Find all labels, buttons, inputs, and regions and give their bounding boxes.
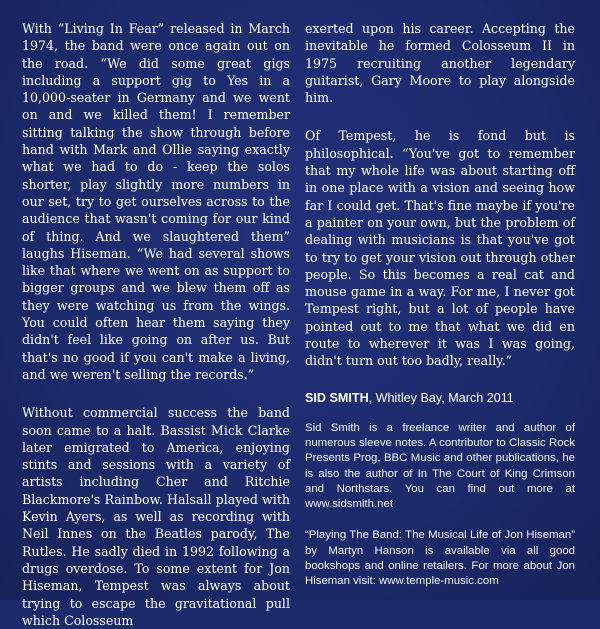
paragraph-band-halt: Without commercial success the band soon came to a halt. Bassist Mick Clarke later emigrated to America, enjoying stints and sessions with a variety of artists including Cher and Ritchie Blackmore's Rainbow. Halsall played with Kevin Ayers, as well as recording with Neil Innes on the Beatles parody, The Rutles. He sadly died in 1992 following a drugs overdose. To some extent for Jon Hiseman, Tempest was always about trying to escape the gravitational pull which Colosseum bbox=[22, 405, 290, 628]
author-bio: Sid Smith is a freelance writer and author of numerous sleeve notes. A contributor to Classic Rock Presents Prog, BBC Music and other publications, he is also the author of In The Court of King Crimson and Northstars. You can find out more at www.sidsmith.net bbox=[305, 421, 575, 511]
right-column bbox=[305, 20, 575, 590]
paragraph-philosophical: Of Tempest, he is fond but is philosophical. “You've got to remember that my whole life was about starting off in one place with a vision and seeing how far I could get. That's fine maybe if you're a painter on your own, but the problem of dealing with musicians is that you've got to try to get your vision out through other people. So this becomes a real cat and mouse game in a way. For me, I never got Tempest right, but a lot of people have pointed out to me that what we did en route to wherever it was I was going, didn't turn out too badly, really.” bbox=[305, 128, 575, 369]
author-place-date: , Whitley Bay, March 2011 bbox=[368, 390, 514, 405]
book-note: “Playing The Band: The Musical Life of Jon Hiseman” by Martyn Hanson is available via all good bookshops and online retailers. For more about Jon Hiseman visit: www.temple-music.com bbox=[305, 529, 575, 588]
left-column bbox=[22, 20, 290, 629]
paragraph-colosseum-ii: exerted upon his career. Accepting the inevitable he formed Colosseum II in 1975 recruiting another legendary guitarist, Gary Moore to play alongside him. bbox=[305, 21, 575, 106]
paragraph-living-in-fear: With “Living In Fear” released in March 1974, the band were once again out on the road. “We did some great gigs including a support gig to Yes in a 10,000-seater in Germany and we went on and we killed them! I remember sitting talking the show through before hand with Mark and Ollie saying exactly what we had to do - keep the solos shorter, play slightly more numbers in our set, try to get ourselves across to the audience that wasn't coming for our kind of thing. And we slaughtered them” laughs Hiseman. “We had several shows like that where we went on as support to bigger groups and we blew them off as they were watching us from the wings. You could often hear them saying they didn't feel like going on after us. But that's no good if you can't make a living, and we weren't selling the records.” bbox=[22, 21, 290, 382]
author-signature bbox=[305, 391, 575, 405]
author-name: SID SMITH bbox=[305, 390, 369, 405]
